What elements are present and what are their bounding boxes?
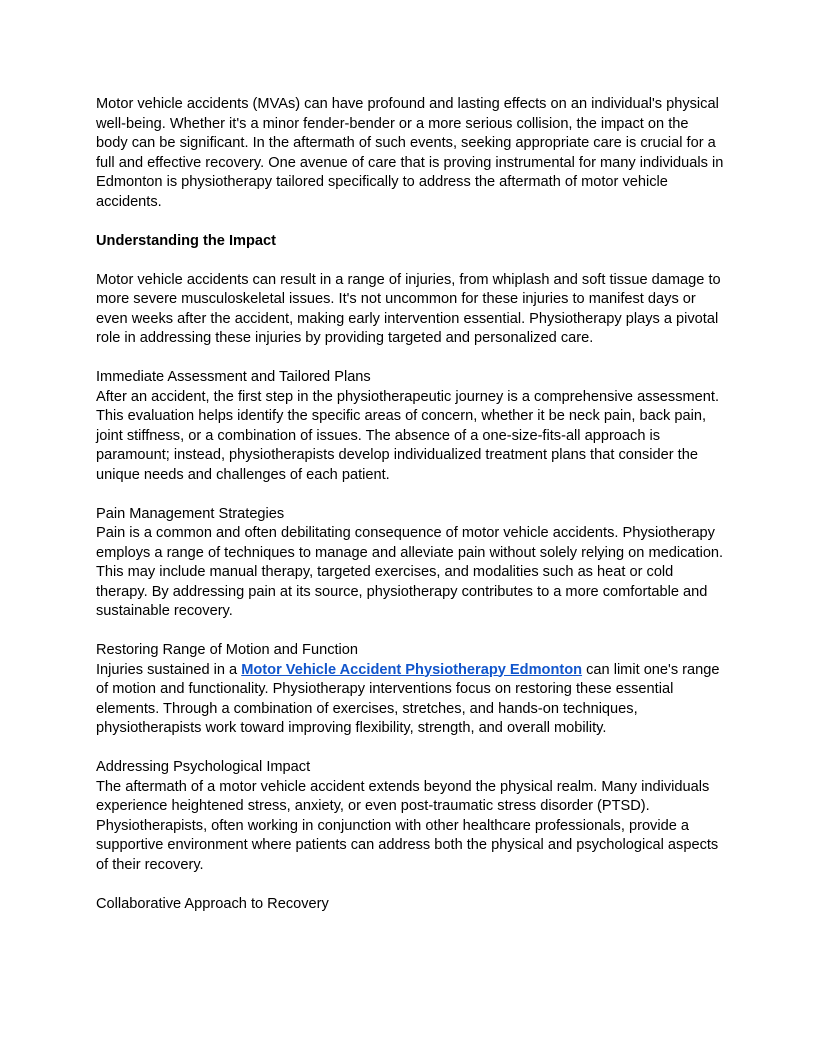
section-heading-understanding-impact: Understanding the Impact [96,232,277,249]
section-title-assessment: Immediate Assessment and Tailored Plans [96,369,371,385]
physiotherapy-edmonton-link[interactable]: Motor Vehicle Accident Physiotherapy Edmonton [241,661,583,678]
section-title-collaborative: Collaborative Approach to Recovery [96,895,329,912]
section-assessment [96,368,724,485]
section-body-motion-before-link: Injuries sustained in a [96,661,242,678]
intro-paragraph: Motor vehicle accidents (MVAs) can have profound and lasting effects on an individual's physical well-being. Whether it's a minor fender-bender or a more serious collision, the impact on the body can be significant. In the aftermath of such events, seeking appropriate care is crucial for a full and effective recovery. One avenue of care that is proving instrumental for many individuals in Edmonton is physiotherapy tailored specifically to address the aftermath of motor vehicle accidents. [96,96,724,210]
section-title-pain: Pain Management Strategies [96,505,285,522]
section-body-pain: Pain is a common and often debilitating consequence of motor vehicle accidents. Physiotherapy employs a range of techniques to manage and alleviate pain without solely relying on medication. This may include manual therapy, targeted exercises, and modalities such as heat or cold therapy. By addressing pain at its source, physiotherapy contributes to a more comfortable and sustainable recovery. [96,525,724,619]
section-title-motion: Restoring Range of Motion and Function [96,642,359,658]
section-body-psychological: The aftermath of a motor vehicle accident extends beyond the physical realm. Many individuals experience heightened stress, anxiety, or even post-traumatic stress disorder (PTSD). Physiotherapists, often working in conjunction with other healthcare professionals, provide a supportive environment where patients can address both the physical and psychological aspects of their recovery. [96,778,719,873]
impact-paragraph: Motor vehicle accidents can result in a range of injuries, from whiplash and soft tissue damage to more severe musculoskeletal issues. It's not uncommon for these injuries to manifest days or even weeks after the accident, making early intervention essential. Physiotherapy plays a pivotal role in addressing these injuries by providing targeted and personalized care. [96,271,721,346]
section-title-psychological: Addressing Psychological Impact [96,759,311,775]
section-body-assessment: After an accident, the first step in the physiotherapeutic journey is a comprehensive assessment. This evaluation helps identify the specific areas of concern, whether it be neck pain, back pain, joint stiffness, or a combination of issues. The absence of a one-size-fits-all approach is paramount; instead, physiotherapists develop individualized treatment plans that consider the unique needs and challenges of each patient. [96,388,719,483]
section-body-motion-after-link: can limit one's range of motion and functionality. Physiotherapy interventions focus on restoring these essential elements. Through a combination of exercises, stretches, and hands-on techniques, physiotherapists work toward improving flexibility, strength, and overall mobility. [96,661,720,736]
section-pain [96,505,724,622]
document-page [96,95,724,934]
section-collaborative [96,895,724,915]
section-motion [96,641,724,739]
section-psychological [96,758,724,875]
